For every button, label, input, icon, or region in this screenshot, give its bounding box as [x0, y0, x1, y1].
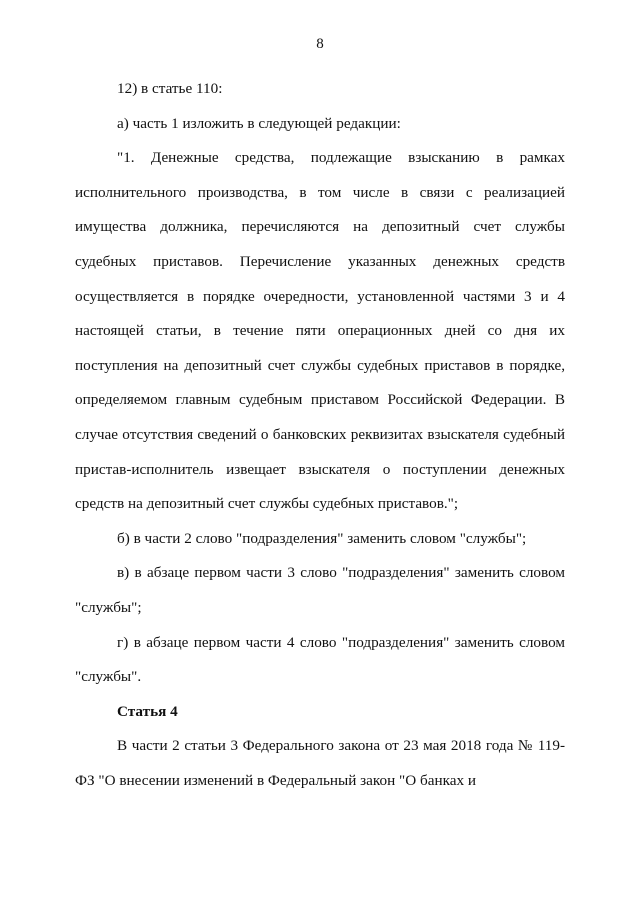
paragraph-item-12: 12) в статье 110: [117, 80, 223, 97]
paragraph-subitem-a: а) часть 1 изложить в следующей редакции: [117, 114, 401, 132]
paragraph-subitem-g: г) в абзаце первом части 4 слово "подразделения" заменить словом "службы". [75, 633, 565, 686]
page-number: 8 [316, 36, 324, 52]
article-heading: Статья 4 [117, 702, 178, 720]
paragraph-subitem-v: в) в абзаце первом части 3 слово "подразделения" заменить словом "службы"; [75, 564, 565, 616]
paragraph-article-4-text: В части 2 статьи 3 Федерального закона от 23 мая 2018 года № 119-ФЗ "О внесении изменений в Федеральный закон "О банках и [75, 737, 565, 789]
document-body [75, 72, 565, 798]
paragraph-subitem-b: б) в части 2 слово "подразделения" заменить словом "службы"; [117, 529, 527, 547]
paragraph-new-wording-part-1: "1. Денежные средства, подлежащие взысканию в рамках исполнительного производства, в том числе в связи с реализацией имущества должника, перечисляются на депозитный счет службы судебных приставов. Перечисление указанных денежных средств осуществляется в порядке очередности, установленной частями 3 и 4 настоящей статьи, в течение пяти операционных дней со дня их поступления на депозитный счет службы судебных приставов в порядке, определяемом главным судебным приставом Российской Федерации. В случае отсутствия сведений о банковских реквизитах взыскателя судебный пристав-исполнитель извещает взыскателя о поступлении денежных средств на депозитный счет службы судебных приставов."; [75, 149, 565, 513]
